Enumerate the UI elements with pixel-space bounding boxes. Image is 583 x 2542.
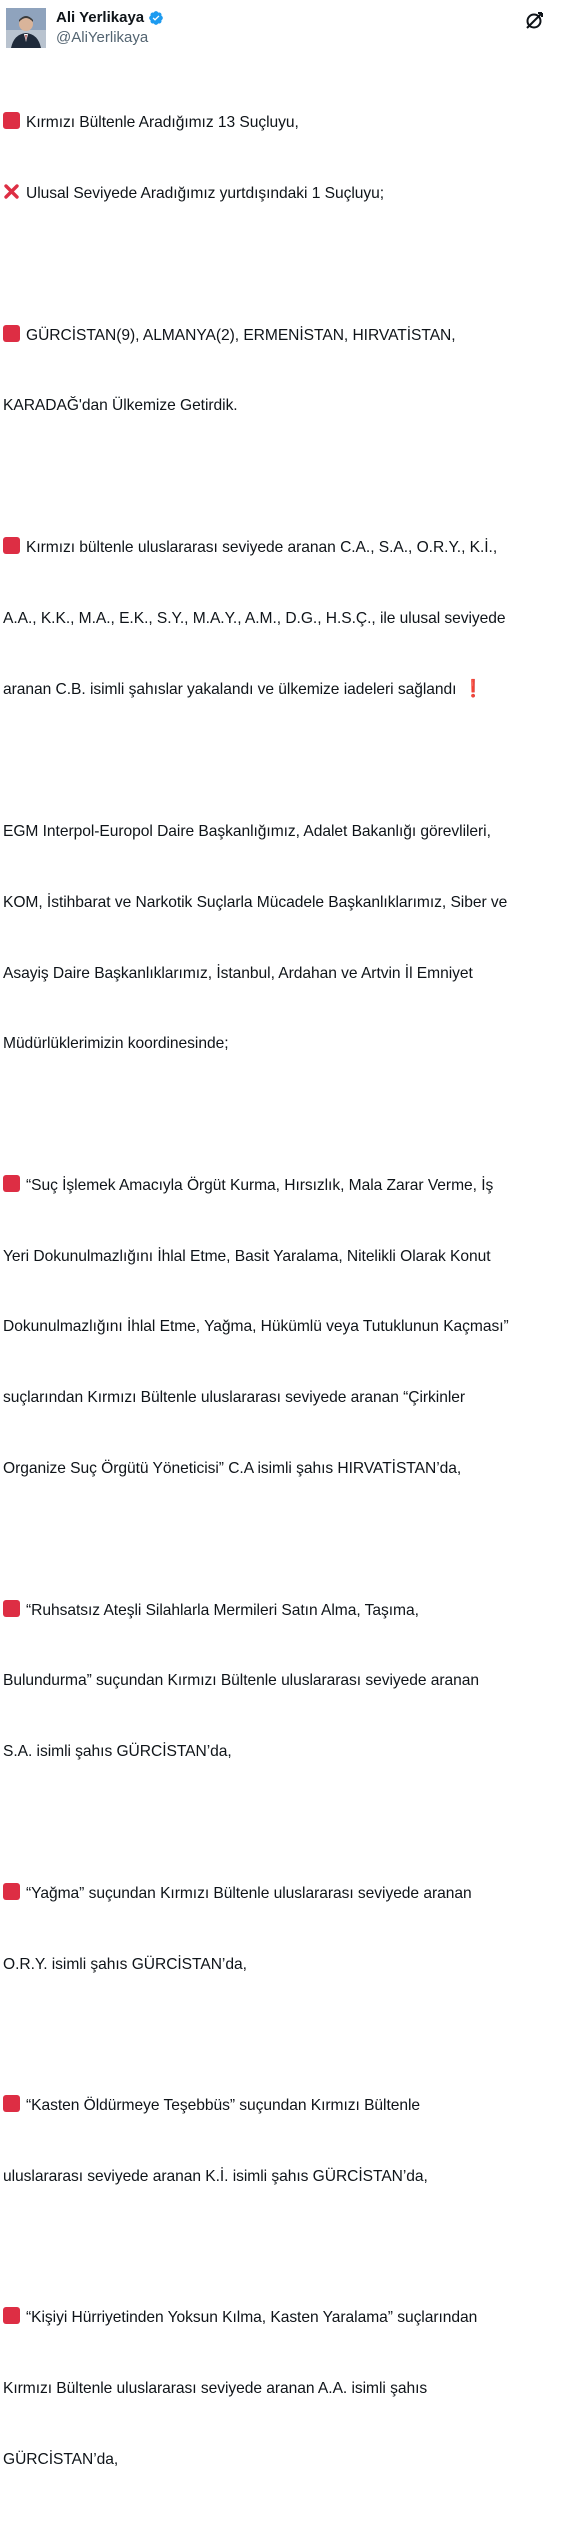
intro-line-1: Kırmızı Bültenle Aradığımız 13 Suçluyu, [26,114,299,132]
intro-line-2: Ulusal Seviyede Aradığımız yurtdışındaki 1 Suçluyu; [26,184,385,202]
suspects-paragraph [3,489,578,750]
case-2-line-1: “Ruhsatsız Ateşli Silahlarla Mermileri Satın Alma, Taşıma, [26,1601,419,1619]
author-name[interactable]: Ali Yerlikaya [56,9,145,26]
avatar[interactable] [6,8,46,48]
red-square-icon [3,325,20,342]
suspects-line-2: A.A., K.K., M.A., E.K., S.Y., M.A.Y., A.M., D.G., H.S.Ç., ile ulusal seviyede [3,609,506,627]
verified-badge-icon [148,10,164,26]
coordination-line-4: Müdürlüklerimizin koordinesinde; [3,1035,229,1053]
red-square-icon [3,537,20,554]
author-name-row[interactable] [56,8,164,28]
case-3-paragraph [3,1835,578,2024]
case-1-line-1: “Suç İşlemek Amacıyla Örgüt Kurma, Hırsızlık, Mala Zarar Verme, İş [26,1176,494,1194]
red-square-icon [3,1600,20,1617]
intro-paragraph [3,64,578,253]
case-1-line-2: Yeri Dokunulmazlığını İhlal Etme, Basit Yaralama, Nitelikli Olarak Konut [3,1247,491,1265]
countries-line-2: KARADAĞ'dan Ülkemize Getirdik. [3,397,238,415]
suspects-line-3: aranan C.B. isimli şahıslar yakalandı ve ülkemize iadeleri sağlandı [3,681,457,699]
coordination-line-2: KOM, İstihbarat ve Narkotik Suçlarla Mücadele Başkanlıklarımız, Siber ve [3,893,508,911]
coordination-line-3: Asayiş Daire Başkanlıklarımız, İstanbul, Ardahan ve Artvin İl Emniyet [3,964,473,982]
red-square-icon [3,2307,20,2324]
case-4-line-1: “Kasten Öldürmeye Teşebbüs” suçundan Kırmızı Bültenle [26,2097,421,2115]
red-square-icon [3,1175,20,1192]
case-4-line-2: uluslararası seviyede aranan K.İ. isimli şahıs GÜRCİSTAN’da, [3,2167,428,2185]
red-square-icon [3,2095,20,2112]
countries-line-1: GÜRCİSTAN(9), ALMANYA(2), ERMENİSTAN, HIRVATİSTAN, [26,326,456,344]
case-4-paragraph [3,2047,578,2236]
case-5-line-3: GÜRCİSTAN’da, [3,2450,119,2468]
tweet-text [3,64,578,2542]
case-5-line-2: Kırmızı Bültenle uluslararası seviyede aranan A.A. isimli şahıs [3,2380,428,2398]
author-info [56,8,164,48]
case-3-line-1: “Yağma” suçundan Kırmızı Bültenle uluslararası seviyede aranan [26,1884,472,1902]
tweet-header [3,0,583,58]
suspects-line-1: Kırmızı bültenle uluslararası seviyede aranan C.A., S.A., O.R.Y., K.İ., [26,538,498,556]
case-1-line-4: suçlarından Kırmızı Bültenle uluslararası seviyede aranan “Çirkinler [3,1389,466,1407]
case-1-paragraph [3,1127,578,1528]
case-2-line-3: S.A. isimli şahıs GÜRCİSTAN’da, [3,1743,232,1761]
case-5-paragraph [3,2259,578,2519]
cross-mark-icon [3,183,20,200]
red-square-icon [3,1883,20,1900]
coordination-line-1: EGM Interpol-Europol Daire Başkanlığımız, Adalet Bakanlığı görevlileri, [3,823,491,840]
case-1-line-5: Organize Suç Örgütü Yöneticisi” C.A isimli şahıs HIRVATİSTAN’da, [3,1460,462,1478]
countries-paragraph [3,276,578,465]
case-3-line-2: O.R.Y. isimli şahıs GÜRCİSTAN’da, [3,1955,247,1973]
case-1-line-3: Dokunulmazlığını İhlal Etme, Yağma, Hükümlü veya Tutuklunun Kaçması” [3,1318,509,1336]
case-2-line-2: Bulundurma” suçundan Kırmızı Bültenle uluslararası seviyede aranan [3,1672,480,1690]
red-square-icon [3,112,20,129]
case-5-line-1: “Kişiyi Hürriyetinden Yoksun Kılma, Kasten Yaralama” suçlarından [26,2309,478,2327]
case-2-paragraph [3,1551,578,1811]
coordination-paragraph [3,773,578,1103]
author-handle[interactable]: @AliYerlikaya [56,29,149,46]
exclamation-icon: ❗ [462,679,484,699]
grok-icon[interactable] [523,10,545,32]
